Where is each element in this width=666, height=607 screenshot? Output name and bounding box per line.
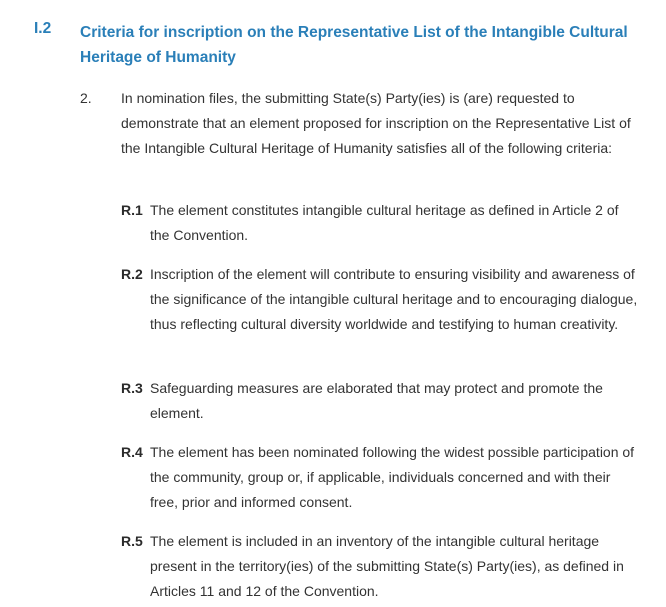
criterion-r3: [121, 376, 641, 426]
criterion-text: The element constitutes intangible cultural heritage as defined in Article 2 of the Convention.: [150, 202, 619, 243]
paragraph-number: 2.: [80, 90, 92, 106]
criterion-r1: [121, 198, 641, 248]
criterion-code: R.2: [121, 266, 143, 282]
criterion-code: R.1: [121, 202, 143, 218]
criterion-r2: [121, 262, 641, 337]
criterion-r5: [121, 529, 641, 604]
criterion-text: Safeguarding measures are elaborated that may protect and promote the element.: [150, 380, 603, 421]
paragraph-text: In nomination files, the submitting State(s) Party(ies) is (are) requested to demonstrate that an element proposed for inscription on the Representative List of the Intangible Cultural Heritage of Humanity satisfies all of the following criteria:: [121, 90, 631, 156]
criterion-code: R.4: [121, 444, 143, 460]
criterion-code: R.3: [121, 380, 143, 396]
section-number: I.2: [34, 20, 52, 37]
criterion-code: R.5: [121, 533, 143, 549]
criterion-text: The element has been nominated following the widest possible participation of the community, group or, if applicable, individuals concerned and with their free, prior and informed consent.: [150, 444, 635, 510]
criterion-r4: [121, 440, 641, 515]
criterion-text: The element is included in an inventory of the intangible cultural heritage present in the territory(ies) of the submitting State(s) Party(ies), as defined in Articles 11 and 12 of the Convention.: [150, 533, 624, 599]
section-title: Criteria for inscription on the Representative List of the Intangible Cultural Heritage of Humanity: [80, 24, 628, 66]
criterion-text: Inscription of the element will contribute to ensuring visibility and awareness of the significance of the intangible cultural heritage and to encouraging dialogue, thus reflecting cultural diversity worldwide and testifying to human creativity.: [150, 266, 638, 332]
